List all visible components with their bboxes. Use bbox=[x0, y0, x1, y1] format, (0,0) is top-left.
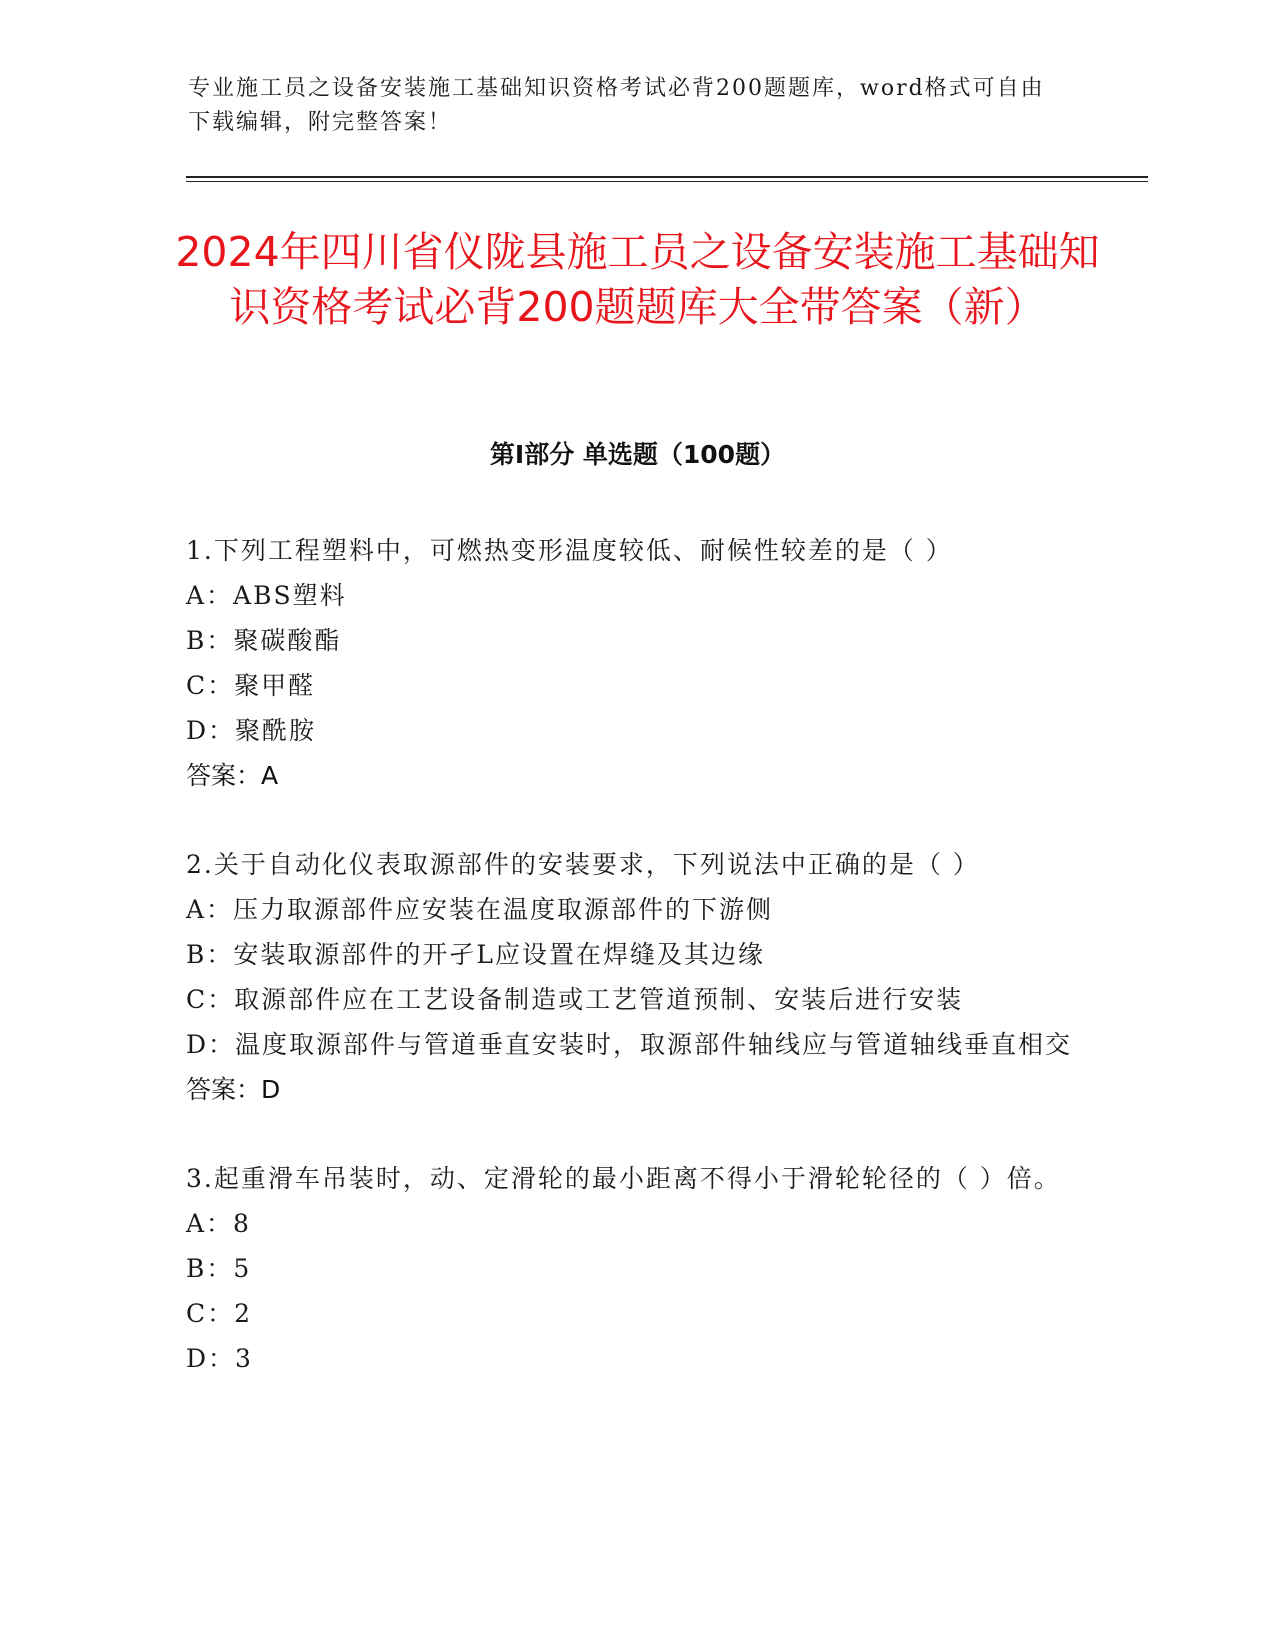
option-a: A：ABS塑料 bbox=[186, 581, 347, 610]
answer: 答案：D bbox=[186, 1075, 281, 1104]
answer: 答案：A bbox=[186, 761, 279, 790]
option-d: D：聚酰胺 bbox=[186, 716, 317, 745]
option-c: C：2 bbox=[186, 1299, 253, 1328]
document-title: 2024年四川省仪陇县施工员之设备安装施工基础知识资格考试必背200题题库大全带答案（新） bbox=[175, 228, 1100, 331]
header-note: 专业施工员之设备安装施工基础知识资格考试必背200题题库，word格式可自由下载编辑，附完整答案！ bbox=[188, 76, 1045, 135]
option-a: A：8 bbox=[186, 1209, 251, 1238]
question-3 bbox=[186, 1156, 1086, 1381]
header-rule-thin bbox=[186, 181, 1148, 182]
option-b: B：安装取源部件的开孑L应设置在焊缝及其边缘 bbox=[186, 940, 765, 969]
option-a: A：压力取源部件应安装在温度取源部件的下游侧 bbox=[186, 895, 774, 924]
question-text: 2.关于自动化仪表取源部件的安装要求，下列说法中正确的是（ ） bbox=[186, 850, 980, 879]
option-d: D：3 bbox=[186, 1344, 253, 1373]
question-text: 1.下列工程塑料中，可燃热变形温度较低、耐候性较差的是（ ） bbox=[186, 536, 953, 565]
option-b: B：5 bbox=[186, 1254, 252, 1283]
question-list bbox=[186, 528, 1086, 1425]
header-rule-thick bbox=[186, 176, 1148, 178]
question-2 bbox=[186, 842, 1086, 1112]
option-c: C：取源部件应在工艺设备制造或工艺管道预制、安装后进行安装 bbox=[186, 985, 964, 1014]
question-text: 3.起重滑车吊装时，动、定滑轮的最小距离不得小于滑轮轮径的（ ）倍。 bbox=[186, 1164, 1061, 1193]
option-b: B：聚碳酸酯 bbox=[186, 626, 342, 655]
question-1 bbox=[186, 528, 1086, 798]
option-d: D：温度取源部件与管道垂直安装时，取源部件轴线应与管道轴线垂直相交 bbox=[186, 1030, 1073, 1059]
option-c: C：聚甲醛 bbox=[186, 671, 316, 700]
section-heading: 第I部分 单选题（100题） bbox=[489, 440, 786, 469]
